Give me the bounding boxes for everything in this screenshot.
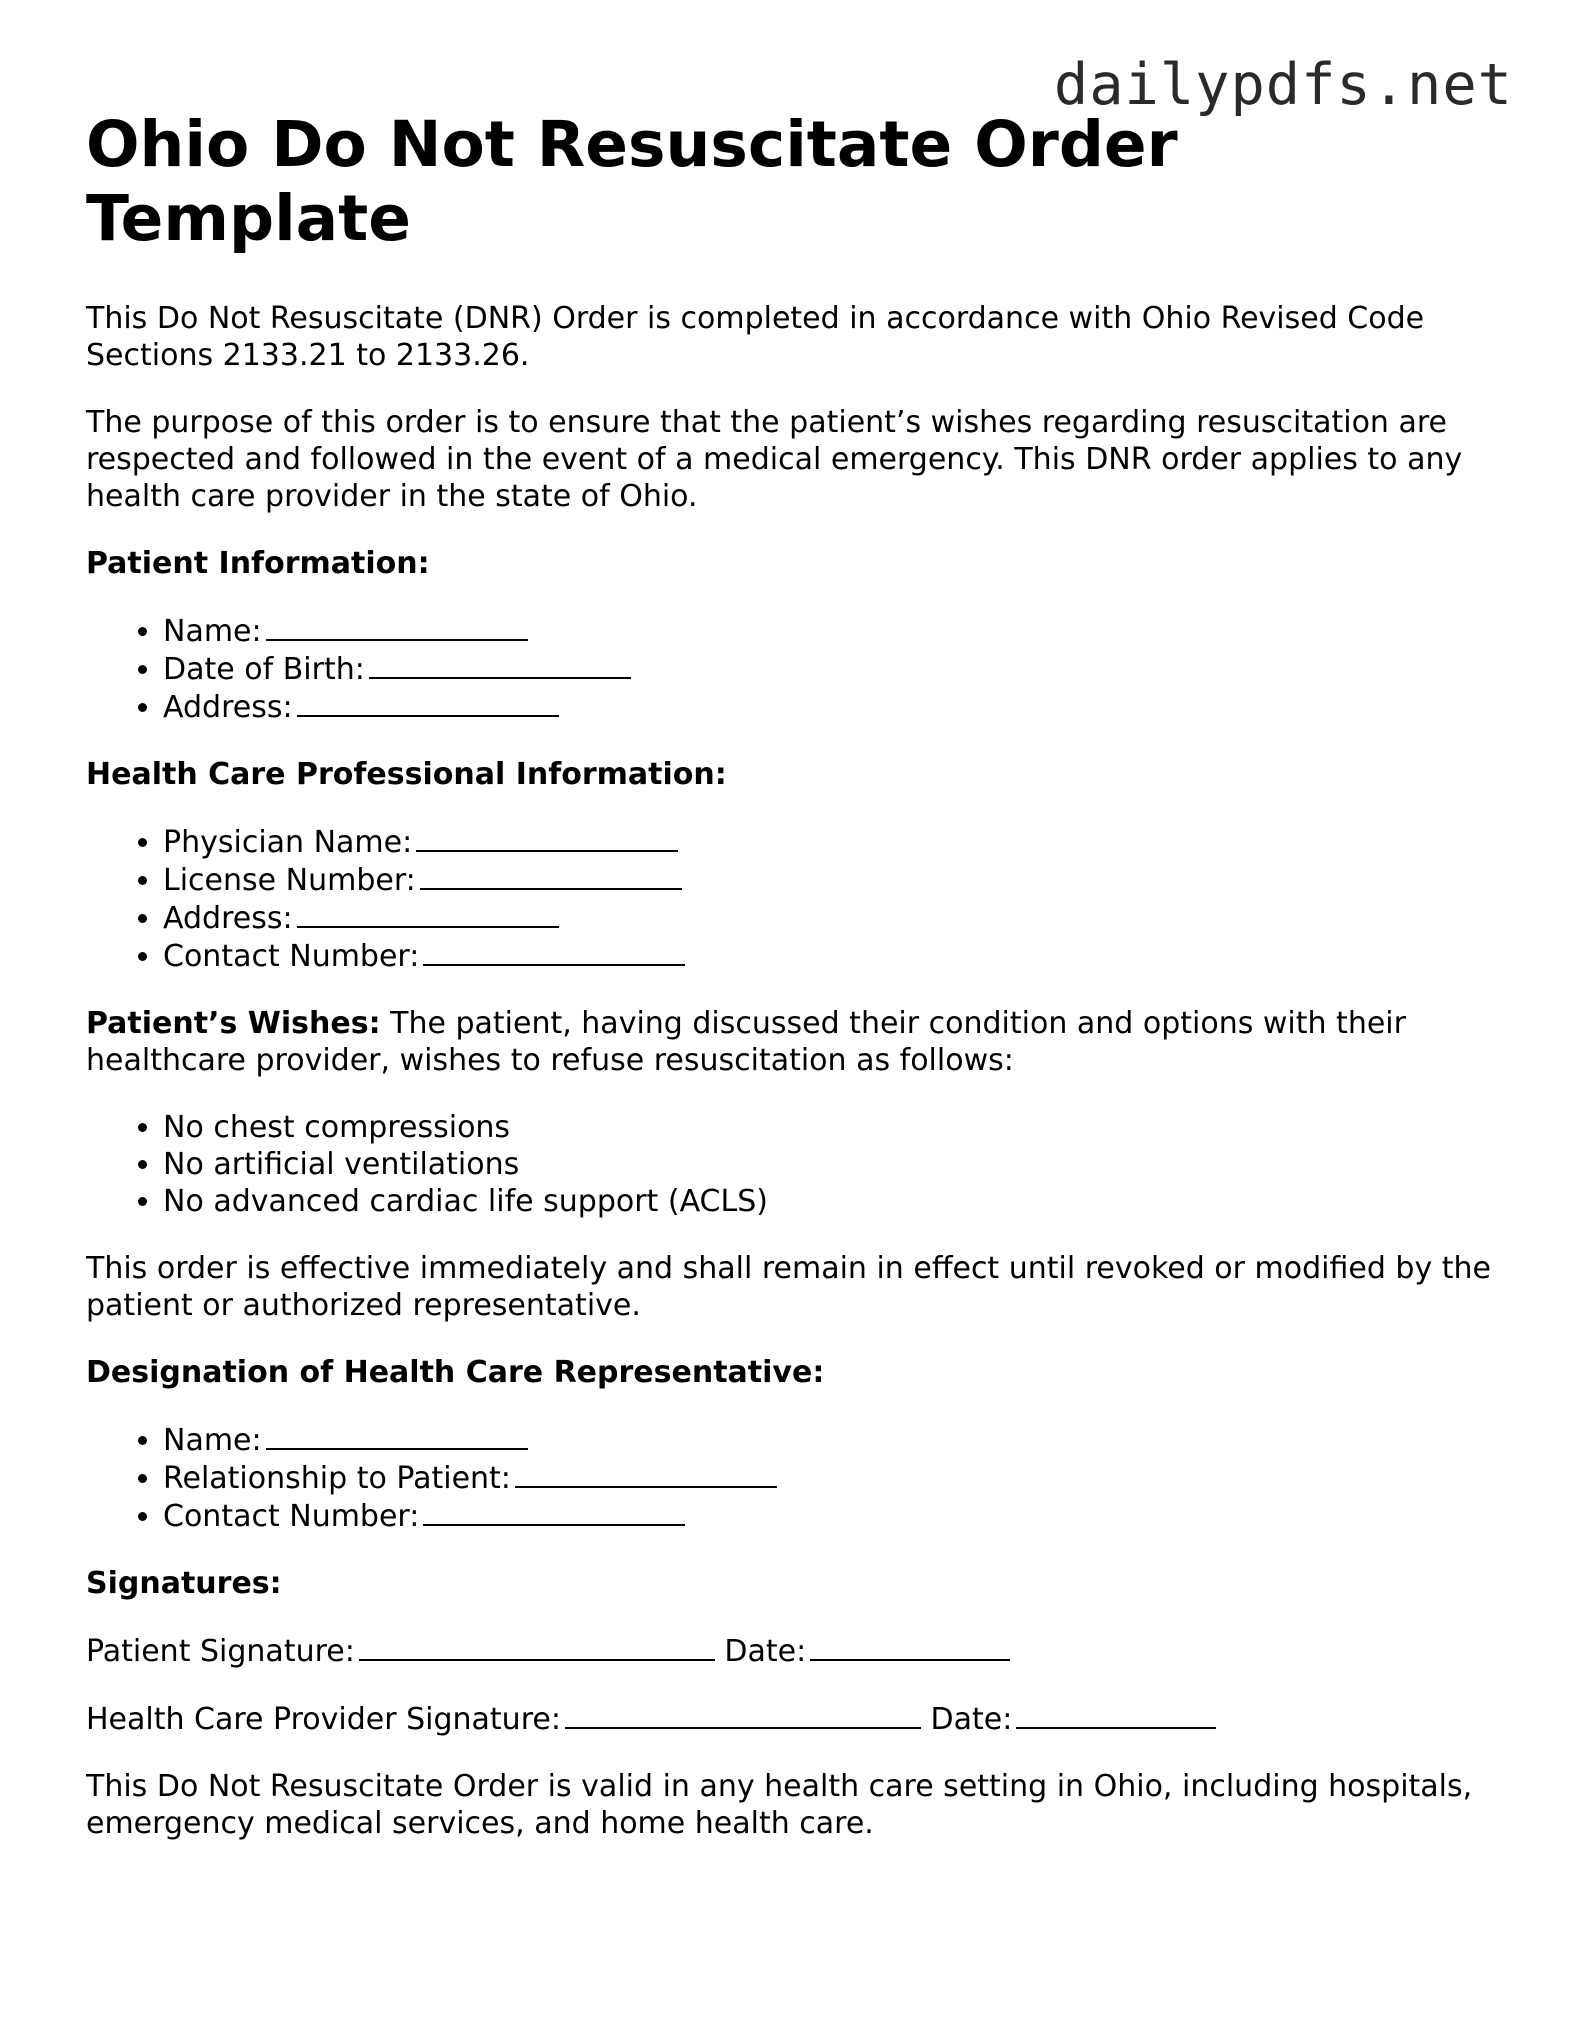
provider-signature-line [86, 1700, 1496, 1738]
patient-signature-label: Patient Signature: [86, 1634, 355, 1669]
list-item [163, 861, 1496, 899]
field-label: Name: [163, 614, 262, 649]
date-label: Date: [930, 1702, 1013, 1737]
blank-line [1016, 1700, 1216, 1729]
field-label: Contact Number: [163, 1499, 420, 1534]
list-item: • No chest compressions [163, 1109, 1496, 1146]
date-label: Date: [724, 1634, 807, 1669]
blank-line [369, 650, 631, 679]
list-item: • No artificial ventilations [163, 1146, 1496, 1183]
wishes-paragraph [86, 1005, 1496, 1079]
list-item [163, 688, 1496, 726]
field-label: Date of Birth: [163, 652, 365, 687]
document-body [86, 108, 1496, 1872]
list-item [163, 823, 1496, 861]
professional-info-list [86, 823, 1496, 975]
field-label: Physician Name: [163, 825, 413, 860]
field-label: Contact Number: [163, 939, 420, 974]
intro-paragraph: This Do Not Resuscitate (DNR) Order is completed in accordance with Ohio Revised Code Sections 2133.21 to 2133.26. [86, 301, 1425, 373]
blank-line [297, 688, 559, 717]
blank-line [266, 1421, 528, 1450]
wishes-heading: Patient’s Wishes: [86, 1006, 381, 1041]
page-title: Ohio Do Not Resuscitate Order Template [86, 108, 1178, 255]
purpose-paragraph: The purpose of this order is to ensure that the patient’s wishes regarding resuscitation are respected and followed in the event of a medical emergency. This DNR order applies to any health care provider in the state of Ohio. [86, 405, 1463, 514]
wishes-text: The patient, having discussed their condition and options with their healthcare provider, wishes to refuse resuscitation as follows: [86, 1006, 1406, 1078]
effective-paragraph: This order is effective immediately and shall remain in effect until revoked or modified by the patient or authorized representative. [86, 1251, 1491, 1323]
blank-line [810, 1632, 1010, 1661]
field-label: Address: [163, 901, 293, 936]
blank-line [423, 1497, 685, 1526]
blank-line [420, 861, 682, 890]
provider-signature-label: Health Care Provider Signature: [86, 1702, 561, 1737]
representative-list [86, 1421, 1496, 1535]
field-label: License Number: [163, 863, 416, 898]
list-item [163, 612, 1496, 650]
blank-line [266, 612, 528, 641]
blank-line [416, 823, 678, 852]
list-item [163, 1421, 1496, 1459]
patient-info-heading: Patient Information: [86, 546, 430, 581]
list-item [163, 899, 1496, 937]
blank-line [423, 937, 685, 966]
field-label: Address: [163, 690, 293, 725]
field-label: Name: [163, 1423, 262, 1458]
list-item [163, 1497, 1496, 1535]
list-item [163, 650, 1496, 688]
blank-line [359, 1632, 715, 1661]
list-item [163, 937, 1496, 975]
blank-line [515, 1459, 777, 1488]
blank-line [297, 899, 559, 928]
patient-info-list [86, 612, 1496, 726]
validity-paragraph: This Do Not Resuscitate Order is valid in any health care setting in Ohio, including hospitals, emergency medical services, and home health care. [86, 1769, 1473, 1841]
wishes-list [86, 1109, 1496, 1220]
professional-info-heading: Health Care Professional Information: [86, 757, 727, 792]
patient-signature-line [86, 1632, 1496, 1670]
list-item: • No advanced cardiac life support (ACLS) [163, 1183, 1496, 1220]
watermark: dailypdfs.net [1053, 52, 1513, 118]
list-item [163, 1459, 1496, 1497]
blank-line [565, 1700, 921, 1729]
signatures-heading: Signatures: [86, 1566, 282, 1601]
representative-heading: Designation of Health Care Representative: [86, 1355, 825, 1390]
field-label: Relationship to Patient: [163, 1461, 511, 1496]
